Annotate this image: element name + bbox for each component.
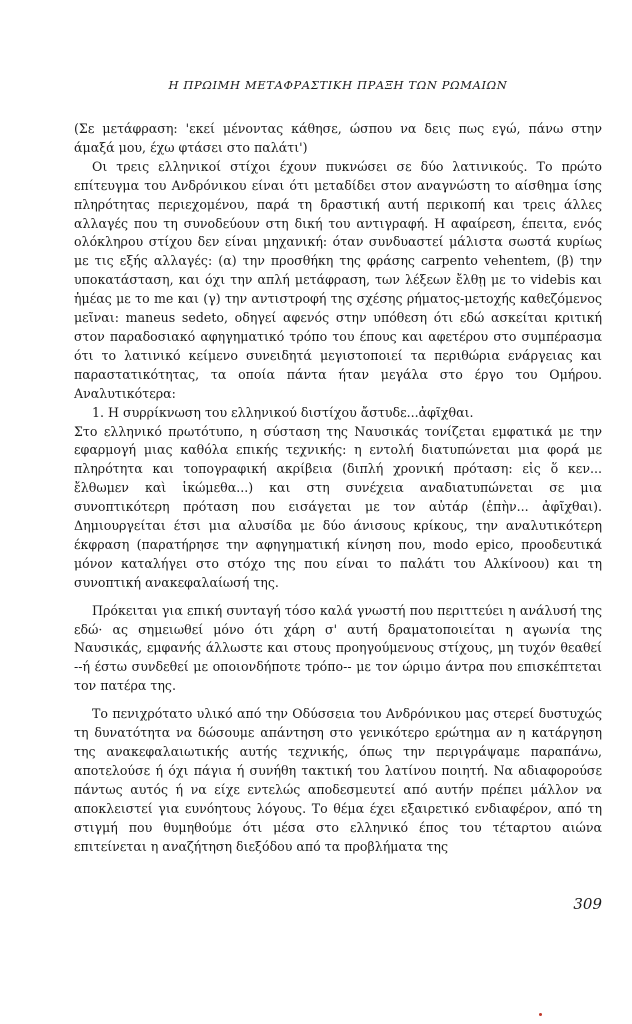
body-paragraph: Το πενιχρότατο υλικό από την Οδύσσεια του Ανδρόνικου μας στερεί δυστυχώς τη δυνατότητα να δώσουμε απάντηση στο γενικότερο ερώτημα αν η κατάργηση της ανακεφαλαιωτικής αυτής τεχνικής, όπως την περιγράψαμε παραπάνω, αποτελούσε ή όχι πάγια ή συνήθη τακτική του λατίνου ποιητή. Να αδιαφορούσε πάντως αυτός ή να είχε εντελώς αποδεσμευτεί από αυτήν πρέπει μάλλον να αποκλειστεί για ευνόητους λόγους. Το θέμα έχει εξαιρετικό ενδιαφέρον, από τη στιγμή που θυμηθούμε ότι μέσα στο ελληνικό έπος του τέταρτου αιώνα επιτείνεται η αναζήτηση διεξόδου από τα προβλήματα της — [74, 706, 602, 854]
translation-paragraph: (Σε μετάφραση: 'εκεί μένοντας κάθησε, ώσπου να δεις πως εγώ, πάνω στην άμαξά μου, έχω φτάσει στο παλάτι') — [74, 121, 602, 155]
body-text — [74, 120, 602, 856]
running-head: Η ΠΡΩΙΜΗ ΜΕΤΑΦΡΑΣΤΙΚΗ ΠΡΑΞΗ ΤΩΝ ΡΩΜΑΙΩΝ — [168, 78, 508, 92]
ink-speck — [539, 1013, 542, 1016]
body-paragraph: Οι τρεις ελληνικοί στίχοι έχουν πυκνώσει σε δύο λατινικούς. Το πρώτο επίτευγμα του Ανδρόνικου είναι ότι μεταδίδει στον αναγνώστη το αίσθημα ίσης πληρότητας περιεχομένου, παρά τη δραστική αυτή περικοπή και τρεις άλλες αλλαγές που τη συνοδεύουν στη δική του αντιγραφή. Η αφαίρεση, έπειτα, ενός ολόκληρου στίχου δεν είναι μηχανική: όταν συνδυαστεί μάλιστα σωστά κυρίως με τις εξής αλλαγές: (α) την προσθήκη της φράσης carpento vehentem, (β) την υποκατάσταση, και όχι την απλή μετάφραση, των λέξεων ἔλθῃ με το videbis και ἡμέας με το me και (γ) την αντιστροφή της σχέσης ρήματος-μετοχής καθεζόμενος μεῖναι: maneus sedeto, οδηγεί αφενός στην υπόθεση ότι εδώ ασκείται κριτική στον παραδοσιακό αφηγηματικό τρόπο του έπους και αφετέρου στο συμπέρασμα ότι το λατινικό κείμενο συνειδητά μεγιστοποιεί τα περιθώρια ενάργειας και παραστατικότητας, τα οποία πάντα ήταν μεγάλα στο έργο του Ομήρου. Αναλυτικότερα: — [74, 158, 602, 401]
body-paragraph: Πρόκειται για επική συνταγή τόσο καλά γνωστή που περιττεύει η ανάλυσή της εδώ· ας σημειωθεί μόνο ότι χάρη σ' αυτή δραματοποιείται η αγωνία της Ναυσικάς, εμφανής άλλωστε και στους προηγούμενους στίχους, μη τυχόν θεαθεί --ή έστω συνδεθεί με οποιονδήποτε τρόπο-- με τον ώριμο άντρα που επισκέπτεται τον πατέρα της. — [74, 602, 602, 694]
page-number: 309 — [573, 895, 602, 913]
body-paragraph: Στο ελληνικό πρωτότυπο, η σύσταση της Ναυσικάς τονίζεται εμφατικά με την εφαρμογή μιας καθόλα επικής τεχνικής: η εντολή διατυπώνεται μια φορά με πληρότητα και τοπογραφική ακρίβεια (διπλή χρονική πρόταση: εἰς ὅ κεν... ἔλθωμεν καὶ ἱκώμεθα...) και στη συνέχεια αναδιατυπώνεται σε μια συνοπτικότερη πρόταση που εισάγεται με τον αὐτάρ (ἐπὴν... ἀφῖχθαι). Δημιουργείται έτσι μια αλυσίδα με δύο άνισους κρίκους, την αναλυτικότερη έκφραση (παρατήρησε την αφηγηματική κίνηση που, modo epico, προοδευτικά μόνον καταλήγει στο στόχο της που είναι το παλάτι του Αλκίνοου) και τη συνοπτική ανακεφαλαίωσή της. — [74, 423, 602, 590]
section-heading: 1. Η συρρίκνωση του ελληνικού διστίχου ἄστυδε...ἀφῖχθαι. — [92, 404, 474, 420]
